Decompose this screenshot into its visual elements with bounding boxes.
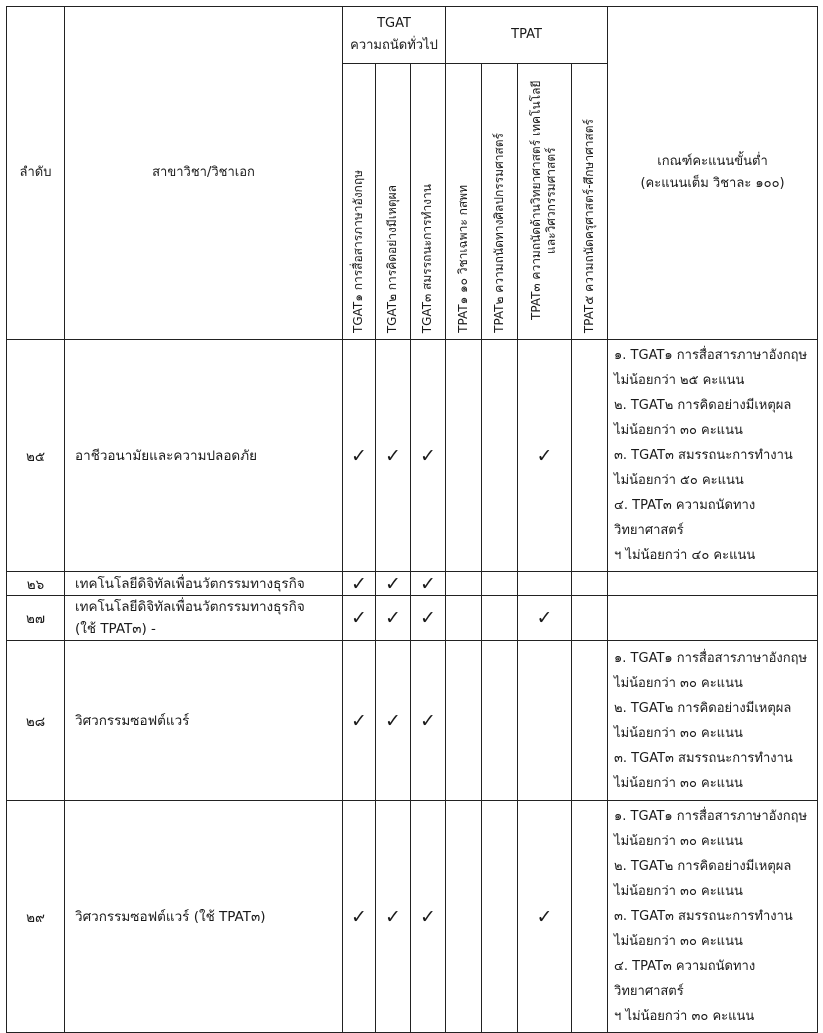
header-criteria-line2: (คะแนนเต็ม วิชาละ ๑๐๐) <box>640 176 785 191</box>
criteria-line: ๓. TGAT๓ สมรรถนะการทำงาน <box>614 448 793 463</box>
criteria-line: ไม่น้อยกว่า ๓๐ คะแนน <box>614 884 743 899</box>
header-row-1 <box>7 7 818 64</box>
subject-cell <box>446 801 482 1033</box>
subject-cell <box>518 596 572 641</box>
subject-cell <box>376 596 411 641</box>
header-criteria-line1: เกณฑ์คะแนนขั้นต่ำ <box>657 154 768 169</box>
criteria-line: ไม่น้อยกว่า ๕๐ คะแนน <box>614 473 744 488</box>
subject-cell <box>411 340 446 572</box>
subject-cell <box>446 641 482 801</box>
header-tpat: TPAT <box>446 7 608 64</box>
header-subject-tpat2 <box>482 64 518 340</box>
row-major-name <box>65 340 343 572</box>
criteria-line: ฯ ไม่น้อยกว่า ๓๐ คะแนน <box>614 1009 755 1024</box>
header-subject-tgat3 <box>411 64 446 340</box>
subject-cell <box>518 801 572 1033</box>
row-major-name <box>65 572 343 596</box>
row-major-name-line: (ใช้ TPAT๓) - <box>75 621 156 637</box>
row-number: ๒๗ <box>7 596 65 641</box>
checkmark-icon: ✓ <box>351 444 367 467</box>
table-row <box>7 801 818 1033</box>
checkmark-icon: ✓ <box>385 905 401 928</box>
checkmark-icon: ✓ <box>536 607 553 629</box>
row-number: ๒๖ <box>7 572 65 596</box>
criteria-line: ไม่น้อยกว่า ๓๐ คะแนน <box>614 834 743 849</box>
header-order: ลำดับ <box>7 7 65 340</box>
row-major-name <box>65 801 343 1033</box>
criteria-line: ๔. TPAT๓ ความถนัดทางวิทยาศาสตร์ <box>614 959 756 999</box>
header-tgat-title: TGAT <box>377 16 411 31</box>
table-row <box>7 596 818 641</box>
criteria-line: ไม่น้อยกว่า ๓๐ คะแนน <box>614 775 743 791</box>
header-subject-tpat3-label <box>529 68 559 333</box>
row-criteria <box>608 641 818 801</box>
subject-cell <box>518 340 572 572</box>
subject-cell <box>376 572 411 596</box>
criteria-line: ไม่น้อยกว่า ๓๐ คะแนน <box>614 725 743 741</box>
checkmark-icon: ✓ <box>420 572 436 595</box>
header-subject-tpat5-label: TPAT๕ ความถนัดครุศาสตร์-ศึกษาศาสตร์ <box>581 118 596 333</box>
checkmark-icon: ✓ <box>385 444 401 467</box>
criteria-line: ไม่น้อยกว่า ๓๐ คะแนน <box>614 423 743 438</box>
checkmark-icon: ✓ <box>351 905 367 928</box>
subject-cell <box>482 596 518 641</box>
checkmark-icon: ✓ <box>420 905 436 928</box>
subject-cell <box>343 340 376 572</box>
criteria-line: ๓. TGAT๓ สมรรถนะการทำงาน <box>614 750 793 766</box>
subject-cell <box>446 596 482 641</box>
checkmark-icon: ✓ <box>420 709 436 732</box>
row-major-name-line: วิศวกรรมซอฟต์แวร์ <box>75 712 190 729</box>
criteria-line: ๑. TGAT๑ การสื่อสารภาษาอังกฤษ <box>614 809 808 824</box>
subject-cell <box>343 641 376 801</box>
subject-cell <box>411 572 446 596</box>
checkmark-icon: ✓ <box>536 905 553 928</box>
header-subject-tgat2-label: TGAT๒ การคิดอย่างมีเหตุผล <box>385 184 399 333</box>
header-subject-tpat1 <box>446 64 482 340</box>
subject-cell <box>482 641 518 801</box>
header-tgat <box>343 7 446 64</box>
checkmark-icon: ✓ <box>385 607 401 629</box>
table-row <box>7 641 818 801</box>
subject-cell <box>482 801 518 1033</box>
criteria-line: ๑. TGAT๑ การสื่อสารภาษาอังกฤษ <box>614 348 808 363</box>
checkmark-icon: ✓ <box>385 572 401 595</box>
admission-criteria-table <box>6 6 818 1033</box>
header-subject-tpat5 <box>572 64 608 340</box>
subject-cell <box>518 572 572 596</box>
row-criteria <box>608 572 818 596</box>
checkmark-icon: ✓ <box>536 444 553 467</box>
subject-cell <box>572 801 608 1033</box>
subject-cell <box>376 641 411 801</box>
criteria-line: ๒. TGAT๒ การคิดอย่างมีเหตุผล <box>614 700 792 716</box>
subject-cell <box>411 801 446 1033</box>
subject-cell <box>572 340 608 572</box>
row-major-name-line: เทคโนโลยีดิจิทัลเพื่อนวัตกรรมทางธุรกิจ <box>75 599 305 615</box>
subject-cell <box>572 572 608 596</box>
criteria-line: ๒. TGAT๒ การคิดอย่างมีเหตุผล <box>614 398 792 413</box>
criteria-line: ๑. TGAT๑ การสื่อสารภาษาอังกฤษ <box>614 650 808 666</box>
checkmark-icon: ✓ <box>420 607 436 629</box>
header-subject-tpat3-line1: TPAT๓ ความถนัดด้านวิทยาศาสตร์ เทคโนโลยี <box>528 80 543 321</box>
header-subject-tpat3-line2: และวิศวกรรมศาสตร์ <box>543 147 558 254</box>
criteria-line: ฯ ไม่น้อยกว่า ๔๐ คะแนน <box>614 548 756 563</box>
table-row <box>7 572 818 596</box>
row-number: ๒๕ <box>7 340 65 572</box>
checkmark-icon: ✓ <box>420 444 436 467</box>
subject-cell <box>572 596 608 641</box>
row-major-name <box>65 641 343 801</box>
subject-cell <box>376 340 411 572</box>
subject-cell <box>411 596 446 641</box>
header-subject-tpat1-label: TPAT๑ ๑๐ วิชาเฉพาะ กสพท <box>455 185 470 333</box>
subject-cell <box>572 641 608 801</box>
header-subject-tgat1 <box>343 64 376 340</box>
subject-cell <box>343 801 376 1033</box>
subject-cell <box>482 340 518 572</box>
header-major: สาขาวิชา/วิชาเอก <box>65 7 343 340</box>
table-row <box>7 340 818 572</box>
header-tgat-subtitle: ความถนัดทั่วไป <box>350 38 438 53</box>
header-subject-tgat3-label: TGAT๓ สมรรถนะการทำงาน <box>420 183 434 333</box>
header-subject-tgat1-label: TGAT๑ การสื่อสารภาษาอังกฤษ <box>351 170 365 333</box>
row-major-name-line: เทคโนโลยีดิจิทัลเพื่อนวัตกรรมทางธุรกิจ <box>75 575 305 592</box>
row-criteria <box>608 801 818 1033</box>
row-number: ๒๘ <box>7 641 65 801</box>
checkmark-icon: ✓ <box>385 709 401 732</box>
criteria-line: ไม่น้อยกว่า ๓๐ คะแนน <box>614 934 743 949</box>
subject-cell <box>446 340 482 572</box>
row-criteria <box>608 340 818 572</box>
subject-cell <box>343 572 376 596</box>
criteria-line: ๒. TGAT๒ การคิดอย่างมีเหตุผล <box>614 859 792 874</box>
checkmark-icon: ✓ <box>351 607 367 629</box>
criteria-line: ๓. TGAT๓ สมรรถนะการทำงาน <box>614 909 793 924</box>
criteria-line: ไม่น้อยกว่า ๒๕ คะแนน <box>614 373 745 388</box>
row-major-name-line: อาชีวอนามัยและความปลอดภัย <box>75 447 257 464</box>
header-subject-tgat2 <box>376 64 411 340</box>
header-criteria <box>608 7 818 340</box>
subject-cell <box>446 572 482 596</box>
subject-cell <box>376 801 411 1033</box>
checkmark-icon: ✓ <box>351 709 367 732</box>
header-subject-tpat2-label: TPAT๒ ความถนัดทางศิลปกรรมศาสตร์ <box>491 133 506 333</box>
criteria-line: ไม่น้อยกว่า ๓๐ คะแนน <box>614 675 743 691</box>
row-criteria <box>608 596 818 641</box>
criteria-line: ๔. TPAT๓ ความถนัดทางวิทยาศาสตร์ <box>614 498 756 538</box>
subject-cell <box>343 596 376 641</box>
row-major-name-line: วิศวกรรมซอฟต์แวร์ (ใช้ TPAT๓) <box>75 908 266 925</box>
subject-cell <box>482 572 518 596</box>
subject-cell <box>411 641 446 801</box>
header-subject-tpat3 <box>518 64 572 340</box>
subject-cell <box>518 641 572 801</box>
checkmark-icon: ✓ <box>351 572 367 595</box>
table-body <box>7 340 818 1033</box>
row-major-name <box>65 596 343 641</box>
row-number: ๒๙ <box>7 801 65 1033</box>
